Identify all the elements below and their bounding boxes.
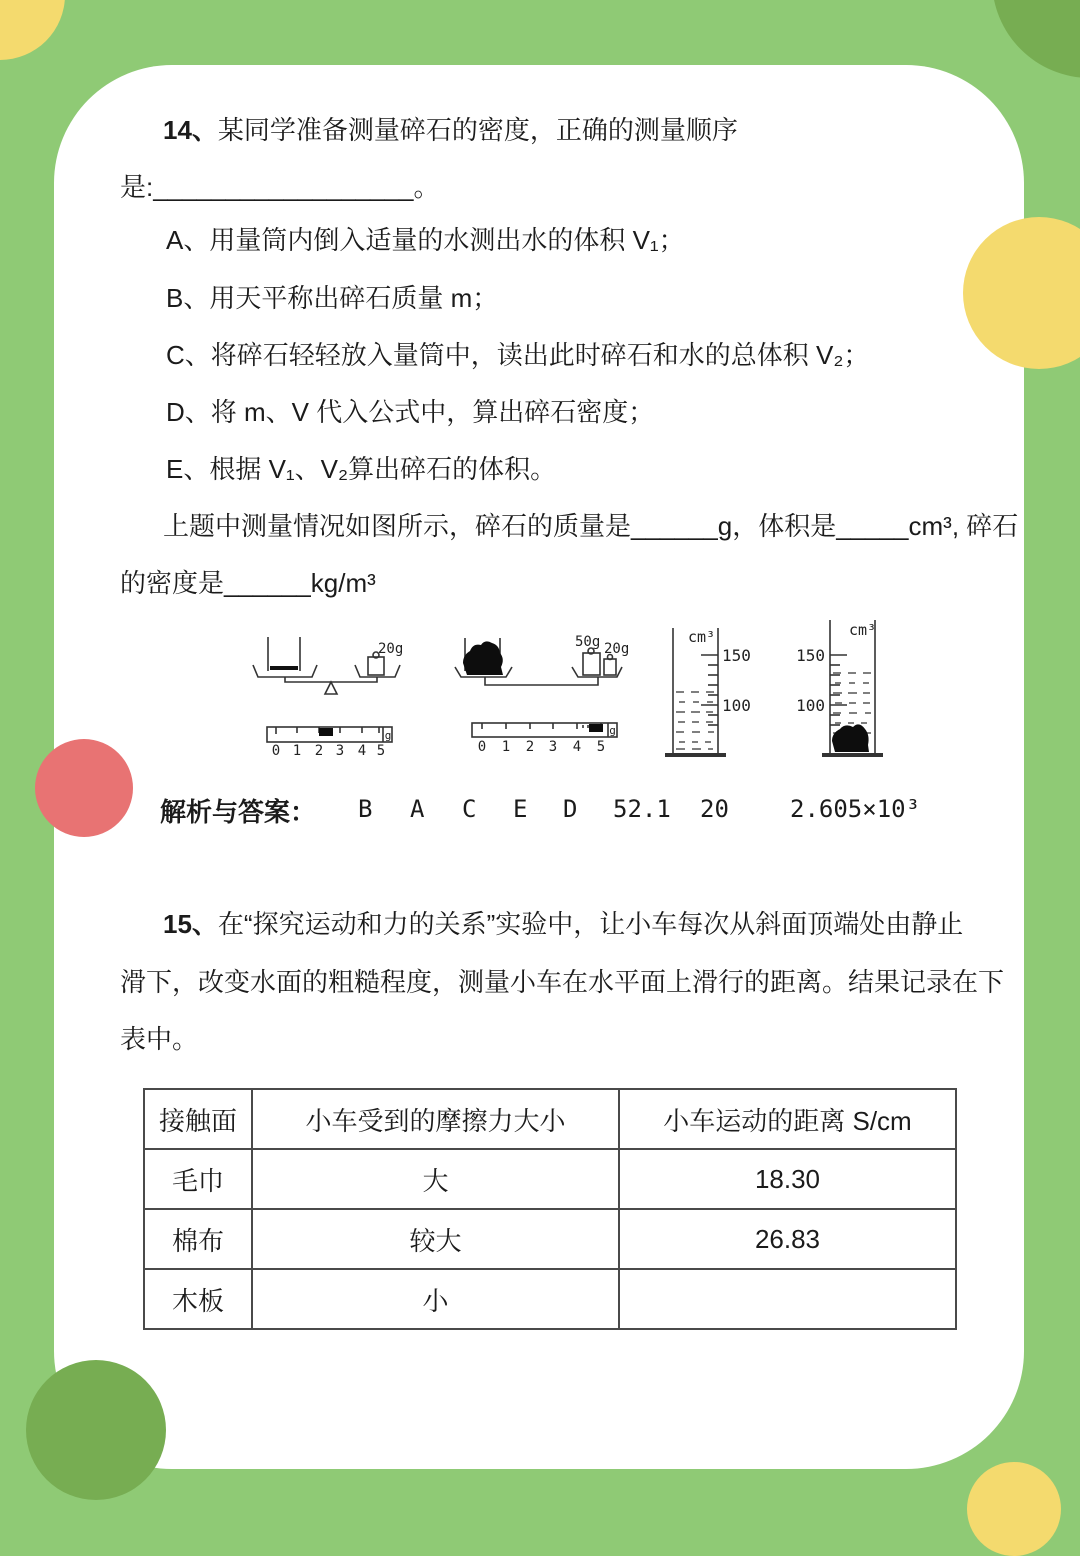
cylinder2-unit-label: cm³ — [849, 621, 877, 639]
q14-option-c: C、将碎石轻轻放入量筒中，读出此时碎石和水的总体积 V₂； — [166, 340, 870, 370]
balance1-rider-ruler — [267, 727, 392, 759]
q15-line1-text: 在“探究运动和力的关系”实验中，让小车每次从斜面顶端处由静止 — [217, 909, 964, 939]
cylinder2-tick-150: 150 — [796, 646, 825, 665]
balance2-rider-ruler — [472, 723, 617, 755]
cell-friction: 较大 — [252, 1209, 619, 1269]
cylinder1-water — [676, 692, 715, 749]
cylinder2-tick-100: 100 — [796, 696, 825, 715]
ruler1-num-4: 4 — [357, 743, 367, 759]
cylinder1-tick-100: 100 — [722, 696, 751, 715]
q14-followup-line1: 上题中测量情况如图所示，碎石的质量是______g，体积是_____cm³, 碎石 — [163, 511, 1019, 541]
cell-distance: 18.30 — [619, 1149, 956, 1209]
balance1-rider — [319, 728, 333, 736]
table-row — [144, 1209, 956, 1269]
table-row — [144, 1269, 956, 1329]
answer-item-1: B — [358, 795, 373, 823]
answer-item-3: C — [462, 795, 477, 823]
ruler2-num-0: 0 — [477, 739, 487, 755]
cell-surface: 毛巾 — [144, 1149, 252, 1209]
q15-number: 15、 — [163, 909, 218, 939]
balance2-weight50-label: 50g — [575, 634, 601, 650]
answer-item-volume: 20 — [700, 795, 729, 823]
ruler2-num-1: 1 — [501, 739, 511, 755]
q14-title — [163, 113, 738, 147]
decor-circle-green-top-right — [992, 0, 1080, 78]
q14-option-b: B、用天平称出碎石质量 m； — [166, 283, 499, 313]
balance2-weight20-label: 20g — [604, 641, 630, 657]
decor-circle-green-bottom-left — [26, 1360, 166, 1500]
ruler2-num-4: 4 — [572, 739, 582, 755]
stone-pile — [463, 641, 503, 675]
decor-circle-yellow-bottom-right — [967, 1462, 1061, 1556]
answer-item-density: 2.605×10³ — [790, 795, 921, 823]
cell-surface: 棉布 — [144, 1209, 252, 1269]
experiment-table — [143, 1088, 957, 1330]
ruler1-num-0: 0 — [271, 743, 281, 759]
q15-line1 — [163, 907, 963, 941]
ruler2-num-3: 3 — [548, 739, 558, 755]
balance-2 — [455, 634, 629, 755]
header-distance: 小车运动的距离 S/cm — [619, 1089, 956, 1149]
ruler2-num-2: 2 — [525, 739, 535, 755]
balance2-rider — [589, 724, 603, 732]
q15-line3: 表中。 — [120, 1024, 199, 1054]
cylinder2-stone — [832, 724, 869, 752]
ruler1-num-5: 5 — [376, 743, 386, 759]
balance1-weight-label: 20g — [378, 641, 404, 657]
decor-circle-red-left — [35, 739, 133, 837]
ruler1-num-1: 1 — [292, 743, 302, 759]
header-friction: 小车受到的摩擦力大小 — [252, 1089, 619, 1149]
answer-item-5: D — [563, 795, 578, 823]
q14-number: 14、 — [163, 115, 218, 145]
q14-option-a: A、用量筒内倒入适量的水测出水的体积 V₁； — [166, 225, 685, 255]
q14-option-d: D、将 m、V 代入公式中，算出碎石密度； — [166, 397, 655, 427]
answer-label: 解析与答案： — [160, 797, 317, 827]
answer-item-2: A — [410, 795, 425, 823]
worksheet-card — [54, 65, 1024, 1469]
table-row — [144, 1149, 956, 1209]
balance-1 — [253, 637, 403, 759]
ruler2-num-5: 5 — [596, 739, 606, 755]
balance1-ruler-unit: g — [384, 729, 392, 742]
q14-option-e: E、根据 V₁、V₂算出碎石的体积。 — [166, 454, 557, 484]
header-surface: 接触面 — [144, 1089, 252, 1149]
table-header-row — [144, 1089, 956, 1149]
answer-item-mass: 52.1 — [613, 795, 671, 823]
decor-circle-yellow-top-left — [0, 0, 65, 60]
answer-item-4: E — [513, 795, 528, 823]
cell-friction: 大 — [252, 1149, 619, 1209]
cylinder2-water — [833, 673, 872, 733]
q15-line2: 滑下，改变水面的粗糙程度，测量小车在水平面上滑行的距离。结果记录在下 — [120, 967, 1005, 997]
balance2-ruler-unit: g — [609, 724, 616, 737]
cylinder1-tick-150: 150 — [722, 646, 751, 665]
ruler1-num-3: 3 — [335, 743, 345, 759]
q14-title-text: 某同学准备测量碎石的密度，正确的测量顺序 — [217, 115, 738, 145]
cell-distance: 26.83 — [619, 1209, 956, 1269]
cylinder1-unit-label: cm³ — [688, 628, 716, 646]
q14-title-cont: 是:__________________。 — [120, 172, 440, 202]
cell-distance — [619, 1269, 956, 1329]
graduated-cylinder-1 — [665, 628, 751, 757]
cell-surface: 木板 — [144, 1269, 252, 1329]
cell-friction: 小 — [252, 1269, 619, 1329]
measurement-figure — [245, 615, 915, 780]
ruler1-num-2: 2 — [314, 743, 324, 759]
q14-followup-line2: 的密度是______kg/m³ — [120, 568, 376, 598]
graduated-cylinder-2 — [796, 620, 883, 757]
